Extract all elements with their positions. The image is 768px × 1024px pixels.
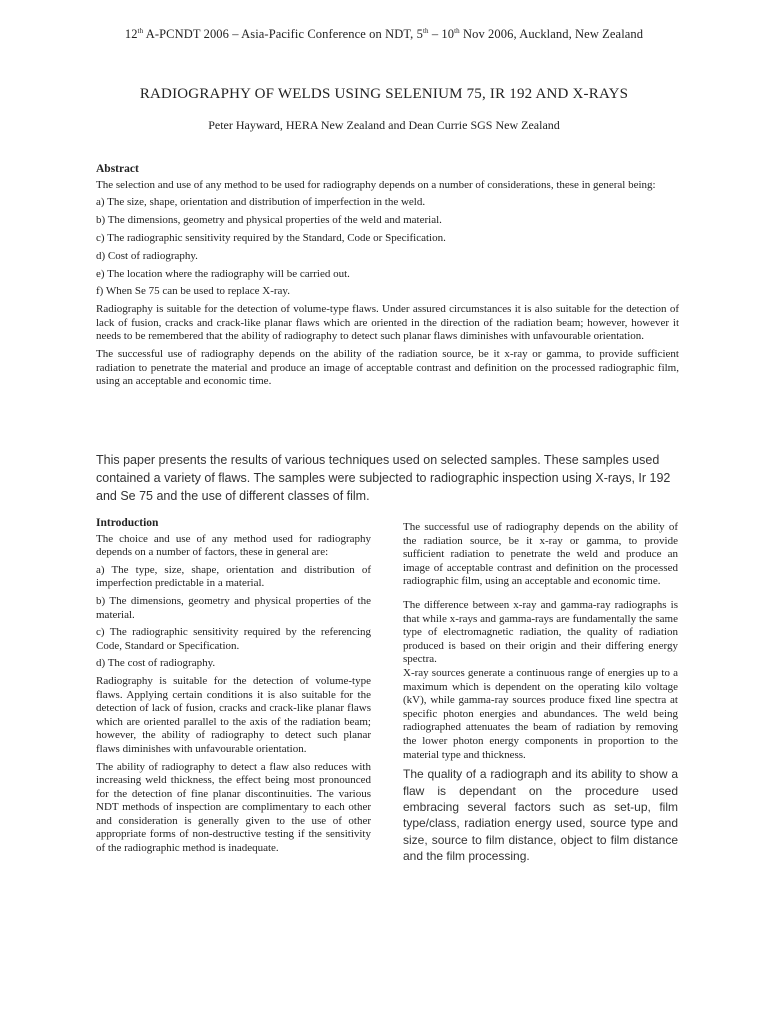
paper-authors: Peter Hayward, HERA New Zealand and Dean Currie SGS New Zealand	[208, 118, 560, 132]
introduction-item: d) The cost of radiography.	[96, 657, 216, 670]
header-mid: A-PCNDT 2006 – Asia-Pacific Conference on NDT, 5	[143, 27, 423, 42]
abstract-item: a) The size, shape, orientation and distribution of imperfection in the weld.	[96, 196, 426, 209]
conference-header	[0, 27, 768, 42]
abstract-item: d) Cost of radiography.	[96, 249, 198, 262]
introduction-paragraph: The choice and use of any method used for radiography depends on a number of factors, these in general are:	[96, 532, 371, 559]
introduction-item: b) The dimensions, geometry and physical properties of the material.	[96, 594, 371, 621]
right-paragraph: The successful use of radiography depends on the ability of the radiation source, be it x-ray or gamma, to provide sufficient radiation to penetrate the weld and produce an image of acceptable contrast and definition on the processed radiographic film, using an acceptable and economic time.	[403, 521, 678, 588]
introduction-heading: Introduction	[96, 517, 159, 529]
abstract-heading: Abstract	[96, 163, 139, 175]
right-paragraph: X-ray sources generate a continuous range of energies up to a maximum which is dependent on the operating kilo voltage (kV), while gamma-ray sources produce fixed line spectra at specific photon energies and abundances. The weld being radiographed attenuates the beam of radiation by removing the lower photon energy components in proportion to the material type and thickness.	[403, 666, 678, 761]
header-sup-1: th	[137, 27, 144, 35]
abstract-item: c) The radiographic sensitivity required by the Standard, Code or Specification.	[96, 231, 446, 244]
abstract-item: f) When Se 75 can be used to replace X-ray.	[96, 285, 290, 298]
summary-section	[96, 451, 686, 505]
header-dash: – 10	[428, 27, 455, 42]
header-num: 12	[124, 27, 138, 42]
abstract-item: b) The dimensions, geometry and physical properties of the weld and material.	[96, 214, 442, 227]
abstract-intro: The selection and use of any method to be used for radiography depends on a number of considerations, these in general being:	[96, 178, 656, 191]
summary-paragraph: This paper presents the results of various techniques used on selected samples. These samples used contained a variety of flaws. The samples were subjected to radiographic inspection using X-rays, Ir 192 and Se 75 and the use of different classes of film.	[96, 453, 671, 503]
introduction-item: a) The type, size, shape, orientation and distribution of imperfection predictable in a material.	[96, 563, 371, 590]
header-sup-3: th	[454, 27, 460, 35]
abstract-section	[96, 163, 679, 393]
right-paragraph: The difference between x-ray and gamma-ray radiographs is that while x-rays and gamma-rays are fundamentally the same type of electromagnetic radiation, the quality of radiation produced is based on their origin and their differing energy spectra.	[403, 598, 678, 666]
introduction-item: c) The radiographic sensitivity required by the referencing Code, Standard or Specification.	[96, 626, 371, 652]
abstract-paragraph: The successful use of radiography depends on the ability of the radiation source, be it x-ray or gamma, to provide sufficient radiation to penetrate the material and produce an image of acceptable contrast and definition on the processed radiographic film, using an acceptable and economic time.	[96, 348, 679, 388]
introduction-column	[96, 517, 371, 860]
header-sup-2: th	[422, 27, 429, 35]
abstract-item: e) The location where the radiography will be carried out.	[96, 267, 350, 280]
paper-title: RADIOGRAPHY OF WELDS USING SELENIUM 75, IR 192 AND X-RAYS	[139, 86, 629, 102]
abstract-paragraph: Radiography is suitable for the detection of volume-type flaws. Under assured circumstances it is also suitable for the detection of lack of fusion, cracks and crack-like planar flaws which are oriented in the direction of the radiation beam; however, however it needs to be remembered that the ability of radiography to detect such planar flaws diminishes with unfavourable orientation.	[96, 303, 679, 343]
introduction-paragraph: The ability of radiography to detect a flaw also reduces with increasing weld thickness, the effect being most pronounced for the detection of fine planar discontinuities. The various NDT methods of inspection are complimentary to each other and consideration is generally given to the use of other appropriate forms of non-destructive testing if the sensitivity of the radiographic method is inadequate.	[96, 760, 371, 855]
right-column	[403, 521, 678, 869]
right-paragraph: The quality of a radiograph and its ability to show a flaw is dependant on the procedure used embracing several factors such as set-up, film type/class, radiation energy used, source type and size, source to film distance, object to film distance and the film processing.	[403, 767, 678, 864]
introduction-paragraph: Radiography is suitable for the detection of volume-type flaws. Applying certain conditions it is also suitable for the detection of lack of fusion, cracks and crack-like planar flaws which are oriented parallel to the axis of the radiation beam; however, the ability of radiography to detect such planar flaws diminishes with unfavourable orientation.	[96, 674, 371, 755]
header-end: Nov 2006, Auckland, New Zealand	[459, 27, 644, 42]
